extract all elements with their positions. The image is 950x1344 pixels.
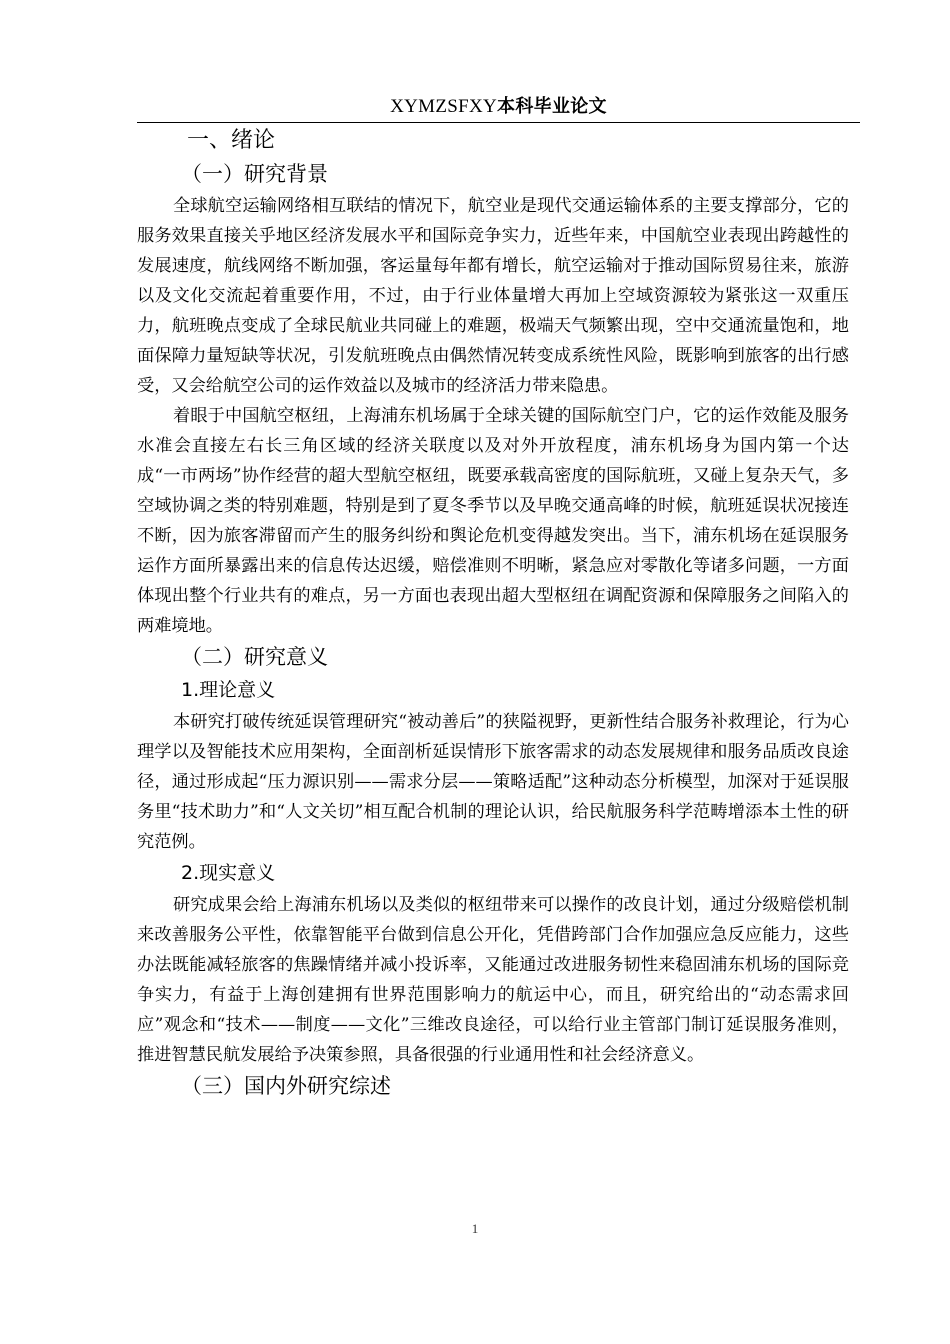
- practice-significance-paragraph: 研究成果会给上海浦东机场以及类似的枢纽带来可以操作的改良计划，通过分级赔偿机制来改善服务公平性，依靠智能平台做到信息公开化，凭借跨部门合作加强应急反应能力，这些办法既能减轻旅客的焦躁情绪并减小投诉率，又能通过改进服务韧性来稳固浦东机场的国际竞争实力，有益于上海创建拥有世界范围影响力的航运中心，而且，研究给出的“动态需求回应”观念和“技术——制度——文化”三维改良途径，可以给行业主管部门制订延误服务准则，推进智慧民航发展给予决策参照，具备很强的行业通用性和社会经济意义。: [137, 895, 849, 1065]
- header-title: [390, 94, 607, 120]
- page-number: 1: [471, 1221, 479, 1236]
- page-header: [137, 94, 860, 123]
- section-review-title: （三）国内外研究综述: [181, 1074, 391, 1098]
- section-significance-title: （二）研究意义: [181, 645, 328, 669]
- practice-significance-title: 2.现实意义: [181, 862, 276, 884]
- background-paragraph-2: 着眼于中国航空枢纽，上海浦东机场属于全球关键的国际航空门户，它的运作效能及服务水准会直接左右长三角区域的经济关联度以及对外开放程度，浦东机场身为国内第一个达成“一市两场”协作经营的超大型航空枢纽，既要承载高密度的国际航班，又碰上复杂天气，多空域协调之类的特别难题，特别是到了夏冬季节以及早晚交通高峰的时候，航班延误状况接连不断，因为旅客滞留而产生的服务纠纷和舆论危机变得越发突出。当下，浦东机场在延误服务运作方面所暴露出来的信息传达迟缓，赔偿准则不明晰，紧急应对零散化等诸多问题，一方面体现出整个行业共有的难点，另一方面也表现出超大型枢纽在调配资源和保障服务之间陷入的两难境地。: [137, 406, 849, 636]
- section-background-title: （一）研究背景: [181, 162, 328, 186]
- header-latin: XYMZSFXY: [390, 96, 498, 117]
- theory-significance-paragraph: 本研究打破传统延误管理研究“被动善后”的狭隘视野，更新性结合服务补救理论，行为心理学以及智能技术应用架构，全面剖析延误情形下旅客需求的动态发展规律和服务品质改良途径，通过形成起“压力源识别——需求分层——策略适配”这种动态分析模型，加深对于延误服务里“技术助力”和“人文关切”相互配合机制的理论认识，给民航服务科学范畴增添本土性的研究范例。: [137, 712, 849, 852]
- chapter-title: 一、绪论: [187, 128, 276, 153]
- header-cn: 本科毕业论文: [497, 96, 607, 117]
- background-paragraph-1: 全球航空运输网络相互联结的情况下，航空业是现代交通运输体系的主要支撑部分，它的服务效果直接关乎地区经济发展水平和国际竞争实力，近些年来，中国航空业表现出跨越性的发展速度，航线网络不断加强，客运量每年都有增长，航空运输对于推动国际贸易往来，旅游以及文化交流起着重要作用，不过，由于行业体量增大再加上空域资源较为紧张这一双重压力，航班晚点变成了全球民航业共同碰上的难题，极端天气频繁出现，空中交通流量饱和，地面保障力量短缺等状况，引发航班晚点由偶然情况转变成系统性风险，既影响到旅客的出行感受，又会给航空公司的运作效益以及城市的经济活力带来隐患。: [137, 196, 849, 396]
- theory-significance-title: 1.理论意义: [181, 679, 276, 701]
- document-body: [137, 124, 849, 1103]
